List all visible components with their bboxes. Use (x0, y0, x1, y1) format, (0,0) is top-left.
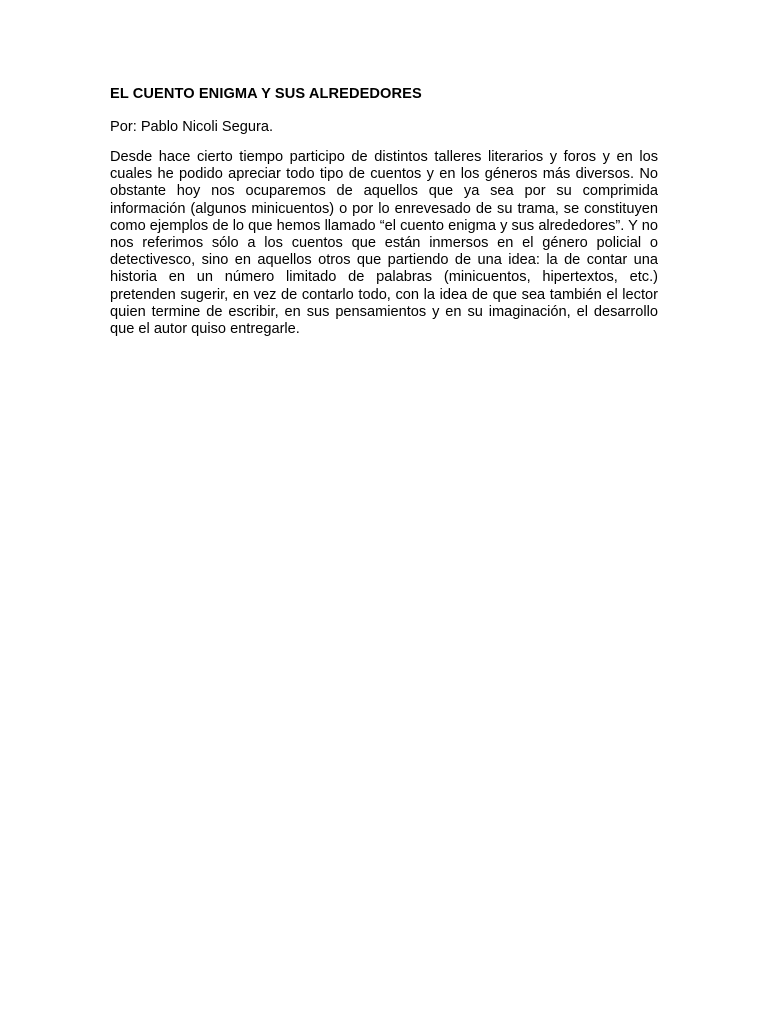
body-paragraph: Desde hace cierto tiempo participo de distintos talleres literarios y foros y en los cuales he podido apreciar todo tipo de cuentos y en los géneros más diversos. No obstante hoy nos ocuparemos de aquellos que ya sea por su comprimida información (algunos minicuentos) o por lo enrevesado de su trama, se constituyen como ejemplos de lo que hemos llamado “el cuento enigma y sus alrededores”. Y no nos referimos sólo a los cuentos que están inmersos en el género policial o detectivesco, sino en aquellos otros que partiendo de una idea: la de contar una historia en un número limitado de palabras (minicuentos, hipertextos, etc.) pretenden sugerir, en vez de contarlo todo, con la idea de que sea también el lector quien termine de escribir, en sus pensamientos y en su imaginación, el desarrollo que el autor quiso entregarle. (110, 149, 658, 338)
author-byline: Por: Pablo Nicoli Segura. (110, 119, 274, 135)
document-body (110, 84, 658, 338)
document-title: EL CUENTO ENIGMA Y SUS ALREDEDORES (110, 86, 422, 102)
